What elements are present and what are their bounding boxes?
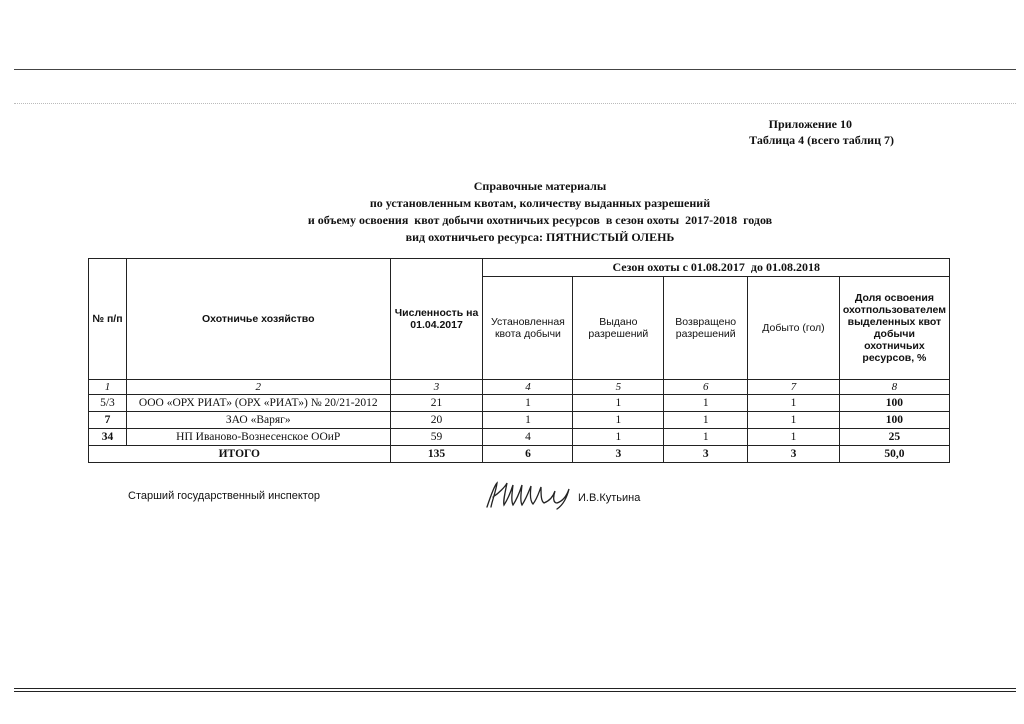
appendix-block bbox=[749, 116, 894, 148]
cell-harvested: 1 bbox=[748, 429, 840, 446]
cell-share: 25 bbox=[839, 429, 949, 446]
header-issued: Выдано разрешений bbox=[573, 277, 664, 380]
col-number: 8 bbox=[839, 380, 949, 395]
cell-returned: 1 bbox=[664, 429, 748, 446]
cell-farm: НП Иваново-Вознесенское ООиР bbox=[126, 429, 390, 446]
appendix-number: Приложение 10 bbox=[768, 117, 852, 131]
total-row bbox=[89, 446, 950, 463]
cell-share: 100 bbox=[839, 412, 949, 429]
cell-returned: 1 bbox=[664, 412, 748, 429]
signer-name: И.В.Кутьина bbox=[578, 492, 641, 504]
cell-quota: 1 bbox=[483, 395, 573, 412]
cell-issued: 1 bbox=[573, 429, 664, 446]
cell-farm: ООО «ОРХ РИАТ» (ОРХ «РИАТ») № 20/21-2012 bbox=[126, 395, 390, 412]
document-heading bbox=[0, 178, 1024, 246]
cell-population: 20 bbox=[390, 412, 483, 429]
table-row bbox=[89, 395, 950, 412]
table-row bbox=[89, 429, 950, 446]
cell-share: 100 bbox=[839, 395, 949, 412]
heading-line-2: по установленным квотам, количеству выданных разрешений bbox=[369, 196, 711, 210]
header-season: Сезон охоты с 01.08.2017 до 01.08.2018 bbox=[483, 259, 950, 277]
col-number: 6 bbox=[664, 380, 748, 395]
col-number: 4 bbox=[483, 380, 573, 395]
col-number: 5 bbox=[573, 380, 664, 395]
col-number: 1 bbox=[89, 380, 127, 395]
cell-population: 59 bbox=[390, 429, 483, 446]
cell-farm: ЗАО «Варяг» bbox=[126, 412, 390, 429]
signature bbox=[483, 477, 575, 511]
heading-line-3: и объему освоения квот добычи охотничьих ресурсов в сезон охоты 2017-2018 годов bbox=[307, 213, 773, 227]
total-population: 135 bbox=[390, 446, 483, 463]
top-rule bbox=[14, 69, 1016, 70]
header-quota: Установленная квота добычи bbox=[483, 277, 573, 380]
cell-no: 5/3 bbox=[89, 395, 127, 412]
column-number-row bbox=[89, 380, 950, 395]
cell-returned: 1 bbox=[664, 395, 748, 412]
cell-harvested: 1 bbox=[748, 412, 840, 429]
header-harvested: Добыто (гол) bbox=[748, 277, 840, 380]
header-share: Доля освоения охотпользователем выделенных квот добычи охотничьих ресурсов, % bbox=[839, 277, 949, 380]
signer-position: Старший государственный инспектор bbox=[128, 490, 320, 502]
total-returned: 3 bbox=[664, 446, 748, 463]
total-issued: 3 bbox=[573, 446, 664, 463]
cell-harvested: 1 bbox=[748, 395, 840, 412]
total-quota: 6 bbox=[483, 446, 573, 463]
bottom-rule bbox=[14, 688, 1016, 689]
top-dotted-rule bbox=[14, 103, 1016, 104]
total-label: ИТОГО bbox=[89, 446, 391, 463]
col-number: 2 bbox=[126, 380, 390, 395]
table-row bbox=[89, 412, 950, 429]
quota-table bbox=[88, 258, 950, 463]
heading-line-1: Справочные материалы bbox=[473, 179, 607, 193]
col-number: 3 bbox=[390, 380, 483, 395]
total-harvested: 3 bbox=[748, 446, 840, 463]
bottom-rule-2 bbox=[14, 691, 1016, 692]
table-number: Таблица 4 (всего таблиц 7) bbox=[749, 133, 894, 147]
cell-quota: 4 bbox=[483, 429, 573, 446]
cell-no: 7 bbox=[89, 412, 127, 429]
cell-issued: 1 bbox=[573, 412, 664, 429]
heading-line-4: вид охотничьего ресурса: ПЯТНИСТЫЙ ОЛЕНЬ bbox=[405, 230, 675, 244]
cell-no: 34 bbox=[89, 429, 127, 446]
header-farm: Охотничье хозяйство bbox=[126, 259, 390, 380]
header-no: № п/п bbox=[89, 259, 127, 380]
header-returned: Возвращено разрешений bbox=[664, 277, 748, 380]
total-share: 50,0 bbox=[839, 446, 949, 463]
cell-population: 21 bbox=[390, 395, 483, 412]
cell-issued: 1 bbox=[573, 395, 664, 412]
cell-quota: 1 bbox=[483, 412, 573, 429]
col-number: 7 bbox=[748, 380, 840, 395]
header-population: Численность на 01.04.2017 bbox=[390, 259, 483, 380]
